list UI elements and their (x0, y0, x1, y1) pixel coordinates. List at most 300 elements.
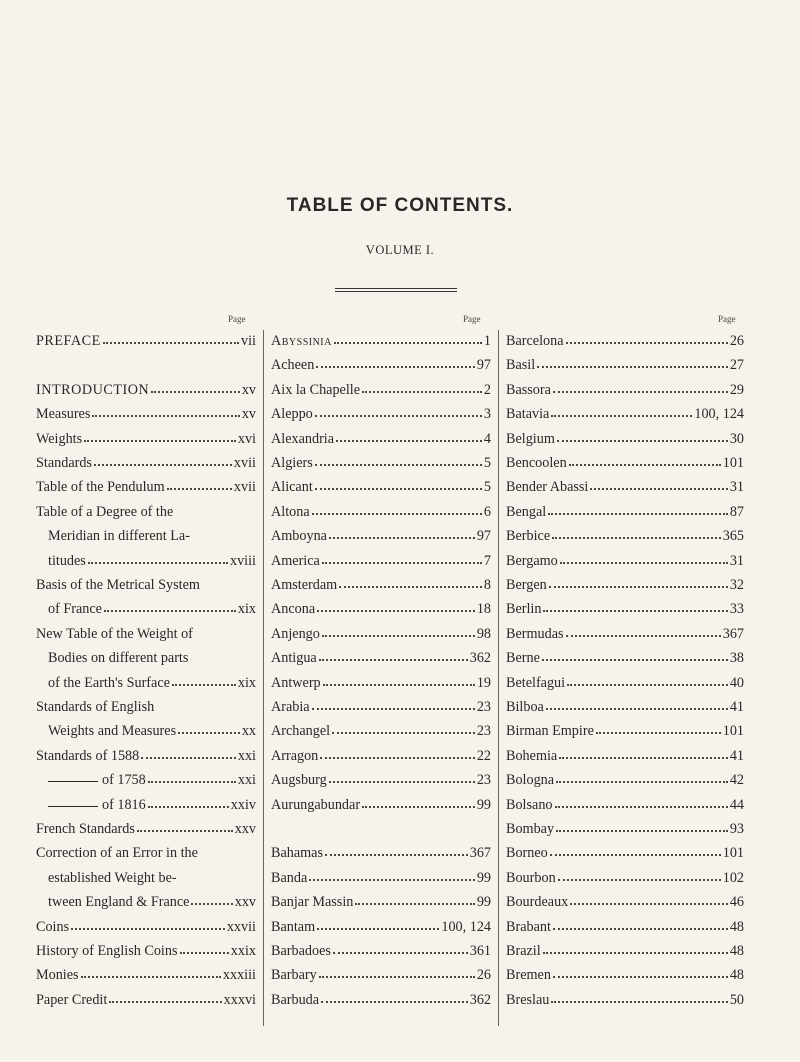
toc-page-number: 98 (476, 625, 491, 642)
toc-page-number: xvi (237, 430, 256, 447)
dot-leader (590, 476, 727, 490)
dot-leader (180, 940, 229, 954)
toc-entry (506, 867, 744, 889)
dot-leader (109, 989, 221, 1003)
dot-leader (551, 989, 727, 1003)
toc-entry-title: of 1816 (102, 796, 146, 813)
toc-entry (506, 842, 744, 864)
dot-leader (543, 598, 727, 612)
toc-entry (271, 574, 491, 596)
toc-entry-title: Betelfagui (506, 674, 566, 691)
dot-leader (362, 379, 482, 393)
toc-entry (271, 403, 491, 425)
dot-leader (325, 842, 468, 856)
toc-entry (36, 330, 256, 352)
toc-page-number: 361 (469, 943, 491, 959)
toc-entry-title: Berbice (506, 528, 551, 545)
ditto-dash (48, 769, 98, 782)
toc-page-number: 32 (729, 577, 744, 593)
toc-entry (36, 745, 256, 767)
toc-entry-title: Altona (271, 503, 310, 520)
dot-leader (555, 794, 728, 808)
dot-leader (542, 647, 728, 661)
dot-leader (558, 867, 721, 881)
toc-entry (36, 989, 256, 1011)
toc-entry-title: Anjengo (271, 625, 320, 642)
toc-entry (271, 696, 491, 718)
toc-entry-title: Birman Empire (506, 723, 594, 740)
dot-leader (550, 842, 721, 856)
toc-entry (271, 476, 491, 498)
toc-page-number: 31 (729, 552, 744, 569)
dot-leader (172, 672, 236, 686)
toc-entry-title: Paper Credit (36, 991, 108, 1008)
toc-entry-title: Barbary (271, 967, 317, 984)
toc-entry (506, 354, 744, 376)
toc-entry (506, 379, 744, 401)
toc-page-number: 44 (729, 796, 744, 813)
dot-leader (202, 574, 254, 586)
toc-page-number: 19 (476, 674, 491, 691)
dot-leader (336, 428, 482, 442)
toc-entry-title: Bender Abassi (506, 479, 589, 496)
dot-leader (81, 964, 221, 978)
toc-entry-title: History of English Coins (36, 943, 178, 959)
toc-entry-title: Coins (36, 918, 70, 935)
toc-entry (271, 379, 491, 401)
toc-entry (506, 672, 744, 694)
toc-entry-title: Correction of an Error in the (36, 845, 198, 862)
dot-leader (334, 330, 482, 344)
toc-page-number: 87 (729, 503, 744, 520)
toc-entry-title: Archangel (271, 723, 331, 740)
toc-entry-title: Bilboa (506, 699, 544, 715)
dot-leader (151, 379, 240, 393)
dot-leader (316, 354, 474, 368)
dot-leader (191, 891, 232, 905)
toc-entry-title: Bologna (506, 772, 555, 789)
toc-entry-title: Meridian in different La- (48, 528, 190, 545)
toc-entry (271, 354, 491, 376)
toc-entry-title: Ancona (271, 601, 316, 618)
dot-leader (321, 989, 468, 1003)
toc-page-number: xv (241, 381, 256, 398)
toc-entry-title: Bengal (506, 503, 547, 520)
toc-entry-title: Bergamo (506, 552, 558, 569)
toc-entry (506, 623, 744, 645)
toc-entry (36, 476, 256, 498)
toc-entry (506, 916, 744, 938)
toc-entry-title: French Standards (36, 821, 135, 837)
toc-entry-title: established Weight be- (48, 869, 177, 886)
toc-entry (36, 428, 256, 450)
toc-entry-title: titudes (48, 552, 86, 569)
dot-leader (141, 745, 236, 759)
dot-leader (333, 940, 468, 954)
toc-page-number: xxxvi (223, 991, 256, 1008)
toc-page-number: 5 (483, 455, 491, 471)
toc-page-number: 18 (476, 601, 491, 618)
toc-page-number: 101 (722, 845, 744, 862)
dot-leader (137, 818, 233, 832)
toc-entry-title: Breslau (506, 991, 550, 1008)
toc-entry (36, 672, 256, 694)
toc-entry (36, 647, 256, 669)
toc-entry (271, 745, 491, 767)
dot-leader (546, 696, 728, 710)
page-header-col2: Page (463, 314, 481, 324)
dot-leader (553, 916, 728, 930)
toc-entry-title: Aix la Chapelle (271, 381, 361, 398)
dot-leader (156, 696, 254, 708)
toc-page-number: 93 (729, 821, 744, 837)
dot-leader (148, 794, 229, 808)
toc-entry-title: tween England & France (48, 894, 190, 911)
toc-entry (271, 989, 491, 1011)
dot-leader (319, 964, 475, 978)
toc-entry-title: Brabant (506, 918, 551, 935)
toc-entry (271, 916, 491, 938)
dot-leader (548, 501, 728, 515)
toc-page-number: 26 (476, 967, 491, 984)
toc-entry-title: Measures (36, 406, 91, 423)
toc-entry-title: Bolsano (506, 796, 553, 813)
toc-entry (36, 964, 256, 986)
toc-entry (36, 818, 256, 840)
dot-leader (148, 769, 236, 783)
toc-entry (36, 501, 256, 523)
toc-entry-title: Banjar Massin (271, 894, 354, 911)
dot-leader (556, 818, 728, 832)
dot-leader (84, 428, 236, 442)
toc-page-number: 30 (729, 430, 744, 447)
toc-page-number: 41 (729, 747, 744, 764)
toc-entry-title: Antwerp (271, 674, 321, 691)
toc-page-number: 50 (729, 991, 744, 1008)
toc-page-number: 38 (729, 650, 744, 667)
toc-entry-title: Table of the Pendulum (36, 479, 165, 496)
toc-entry-title: Alicant (271, 479, 313, 496)
ditto-dash (48, 794, 98, 807)
toc-entry (506, 428, 744, 450)
toc-page-number: 362 (469, 650, 491, 667)
dot-leader (88, 550, 228, 564)
dot-leader (557, 428, 728, 442)
toc-entry-title: Bodies on different parts (48, 650, 189, 667)
toc-entry-title: Acheen (271, 357, 315, 374)
toc-entry-title: Berne (506, 650, 540, 667)
toc-entry (36, 867, 256, 889)
dot-leader (355, 891, 474, 905)
dot-leader (362, 794, 475, 808)
toc-entry-title: Bombay (506, 821, 555, 837)
toc-entry-title: Algiers (271, 455, 313, 471)
dot-leader (543, 940, 728, 954)
toc-entry-title: Bahamas (271, 845, 324, 862)
toc-page-number: xxvii (226, 918, 256, 935)
toc-page-number: xix (237, 601, 256, 618)
dot-leader (71, 916, 225, 930)
dot-leader (175, 501, 254, 513)
toc-entry (271, 794, 491, 816)
dot-leader (104, 598, 236, 612)
dot-leader (322, 550, 482, 564)
toc-page-number: 97 (476, 528, 491, 545)
dot-leader (567, 672, 728, 686)
toc-entry-title: Arragon (271, 747, 319, 764)
toc-entry (36, 598, 256, 620)
toc-entry-title: Bergen (506, 577, 547, 593)
toc-entry (506, 452, 744, 474)
dot-leader (596, 720, 721, 734)
toc-entry-title: Monies (36, 967, 79, 984)
toc-entry (271, 501, 491, 523)
dot-leader (570, 891, 728, 905)
toc-page-number: 8 (483, 577, 491, 593)
toc-page-number: 362 (469, 991, 491, 1008)
toc-entry (506, 574, 744, 596)
toc-entry (271, 769, 491, 791)
toc-entry (271, 525, 491, 547)
toc-entry-title: Amboyna (271, 528, 327, 545)
toc-entry-title: America (271, 552, 320, 569)
toc-page-number: xxix (230, 943, 256, 959)
toc-entry-title: Basis of the Metrical System (36, 577, 200, 593)
toc-page-number: xv (241, 406, 256, 423)
dot-leader (322, 623, 475, 637)
toc-page-number: vii (241, 333, 256, 349)
toc-page-number: 23 (476, 723, 491, 740)
toc-entry (36, 550, 256, 572)
toc-entry (506, 598, 744, 620)
dot-leader (315, 452, 482, 466)
toc-entry (506, 989, 744, 1011)
toc-entry (506, 794, 744, 816)
toc-entry (506, 647, 744, 669)
toc-entry-title: Standards of English (36, 699, 155, 715)
toc-entry (271, 598, 491, 620)
toc-entry (36, 940, 256, 962)
dot-leader (315, 476, 482, 490)
dot-leader (317, 598, 475, 612)
toc-entry (271, 842, 491, 864)
column-divider (263, 330, 264, 1026)
toc-page-number: 102 (722, 869, 744, 886)
toc-entry (36, 403, 256, 425)
toc-entry-title: Barbuda (271, 991, 320, 1008)
dot-leader (552, 525, 721, 539)
dot-leader (192, 525, 254, 537)
toc-page-number: xxiv (230, 796, 256, 813)
toc-page-number: 48 (729, 918, 744, 935)
toc-entry (271, 330, 491, 352)
dot-leader (329, 769, 475, 783)
toc-entry (271, 550, 491, 572)
toc-entry-title: Table of a Degree of the (36, 503, 174, 520)
toc-page-number: xvii (233, 479, 256, 496)
toc-page-number: 1 (483, 333, 491, 349)
toc-entry-title: Bohemia (506, 747, 558, 764)
toc-page-number: 367 (469, 845, 491, 862)
toc-entry (36, 696, 256, 718)
dot-leader (553, 964, 728, 978)
toc-page-number: xviii (229, 552, 256, 569)
toc-page-number: 23 (476, 699, 491, 715)
toc-page-number: 100, 124 (694, 406, 744, 423)
dot-leader (566, 623, 721, 637)
toc-page-number: 6 (483, 503, 491, 520)
title-rule (335, 288, 457, 292)
toc-entry-title: Standards (36, 455, 92, 471)
toc-entry-title: of 1758 (102, 772, 146, 789)
toc-entry-title: Alexandria (271, 430, 335, 447)
toc-entry-title: Barcelona (506, 333, 564, 349)
toc-page-number: xxv (234, 894, 256, 911)
toc-entry-title: Banda (271, 869, 308, 886)
toc-entry (271, 428, 491, 450)
dot-leader (551, 403, 692, 417)
toc-entry-title: Bantam (271, 918, 316, 935)
toc-entry (36, 842, 256, 864)
toc-entry (271, 891, 491, 913)
dot-leader (178, 720, 240, 734)
toc-entry (36, 916, 256, 938)
toc-page-number: 101 (722, 455, 744, 471)
dot-leader (200, 842, 254, 854)
toc-entry (271, 452, 491, 474)
toc-entry-title: New Table of the Weight of (36, 625, 193, 642)
toc-page-number: 7 (483, 552, 491, 569)
dot-leader (566, 330, 728, 344)
toc-entry (271, 940, 491, 962)
toc-entry (506, 476, 744, 498)
dot-leader (315, 403, 482, 417)
toc-page-number: 3 (483, 406, 491, 423)
toc-page-number: 4 (483, 430, 491, 447)
toc-entry-title: Barbadoes (271, 943, 331, 959)
toc-entry-title: Bremen (506, 967, 551, 984)
toc-entry-title: Brazil (506, 943, 541, 959)
toc-entry (36, 525, 256, 547)
toc-entry (36, 720, 256, 742)
toc-entry (271, 672, 491, 694)
toc-entry-title: Abyssinia (271, 333, 332, 349)
dot-leader (309, 867, 475, 881)
toc-page-number: 2 (483, 381, 491, 398)
toc-entry (36, 794, 256, 816)
toc-page-number: 42 (729, 772, 744, 789)
toc-entry-title: Basil (506, 357, 536, 374)
toc-entry (506, 403, 744, 425)
dot-leader (339, 574, 482, 588)
dot-leader (323, 672, 475, 686)
toc-page-number: 99 (476, 869, 491, 886)
dot-leader (549, 574, 728, 588)
toc-entry (506, 891, 744, 913)
toc-page-number: 97 (476, 357, 491, 374)
dot-leader (312, 501, 482, 515)
dot-leader (553, 379, 728, 393)
dot-leader (320, 745, 475, 759)
toc-entry (506, 696, 744, 718)
toc-entry (36, 452, 256, 474)
toc-entry (271, 647, 491, 669)
dot-leader (332, 720, 475, 734)
toc-page-number: xxv (234, 821, 256, 837)
toc-entry-title: Borneo (506, 845, 548, 862)
toc-page-number: 23 (476, 772, 491, 789)
toc-entry-title: Amsterdam (271, 577, 338, 593)
toc-entry (506, 940, 744, 962)
toc-page-number: 29 (729, 381, 744, 398)
toc-entry-title: Bencoolen (506, 455, 567, 471)
toc-page-number: xx (241, 723, 256, 740)
toc-page-number: xxi (237, 772, 256, 789)
toc-page-number: 99 (476, 796, 491, 813)
toc-entry (506, 550, 744, 572)
toc-entry (506, 525, 744, 547)
toc-entry (36, 891, 256, 913)
toc-page-number: 48 (729, 943, 744, 959)
toc-entry (36, 379, 256, 401)
toc-page-number: 31 (729, 479, 744, 496)
toc-entry-title: Batavia (506, 406, 550, 423)
toc-entry (506, 330, 744, 352)
column-divider (498, 330, 499, 1026)
toc-entry (506, 769, 744, 791)
toc-entry (36, 574, 256, 596)
toc-page-number: 101 (722, 723, 744, 740)
dot-leader (537, 354, 728, 368)
toc-entry-title: Bassora (506, 381, 551, 398)
toc-entry (506, 745, 744, 767)
toc-entry-title: Augsburg (271, 772, 327, 789)
dot-leader (103, 330, 239, 344)
toc-entry-title: Bermudas (506, 625, 564, 642)
toc-entry-title: Belgium (506, 430, 555, 447)
toc-entry-title: Antigua (271, 650, 317, 667)
dot-leader (569, 452, 721, 466)
toc-entry-title: Standards of 1588 (36, 747, 140, 764)
dot-leader (167, 476, 232, 490)
toc-page-number: 365 (722, 528, 744, 545)
toc-page-number: 40 (729, 674, 744, 691)
dot-leader (312, 696, 475, 710)
toc-entry-title: PREFACE (36, 333, 101, 349)
toc-entry (271, 623, 491, 645)
toc-page-number: 5 (483, 479, 491, 496)
toc-entry-title: Aleppo (271, 406, 313, 423)
toc-page-number: 26 (729, 333, 744, 349)
toc-entry-title: of France (48, 601, 102, 618)
toc-page-number: xix (237, 674, 256, 691)
toc-entry-title: of the Earth's Surface (48, 674, 170, 691)
dot-leader (559, 745, 728, 759)
page-header-col1: Page (228, 314, 246, 324)
toc-page-number: 46 (729, 894, 744, 911)
dot-leader (92, 403, 239, 417)
page-title: TABLE OF CONTENTS. (286, 195, 514, 216)
toc-page-number: xvii (233, 455, 256, 471)
toc-entry (506, 720, 744, 742)
dot-leader (94, 452, 232, 466)
toc-page-number: 100, 124 (441, 918, 491, 935)
toc-entry (506, 964, 744, 986)
volume-label: VOLUME I. (365, 243, 435, 257)
toc-entry-title: Bourdeaux (506, 894, 569, 911)
dot-leader (195, 623, 254, 635)
toc-entry-title: Weights (36, 430, 83, 447)
